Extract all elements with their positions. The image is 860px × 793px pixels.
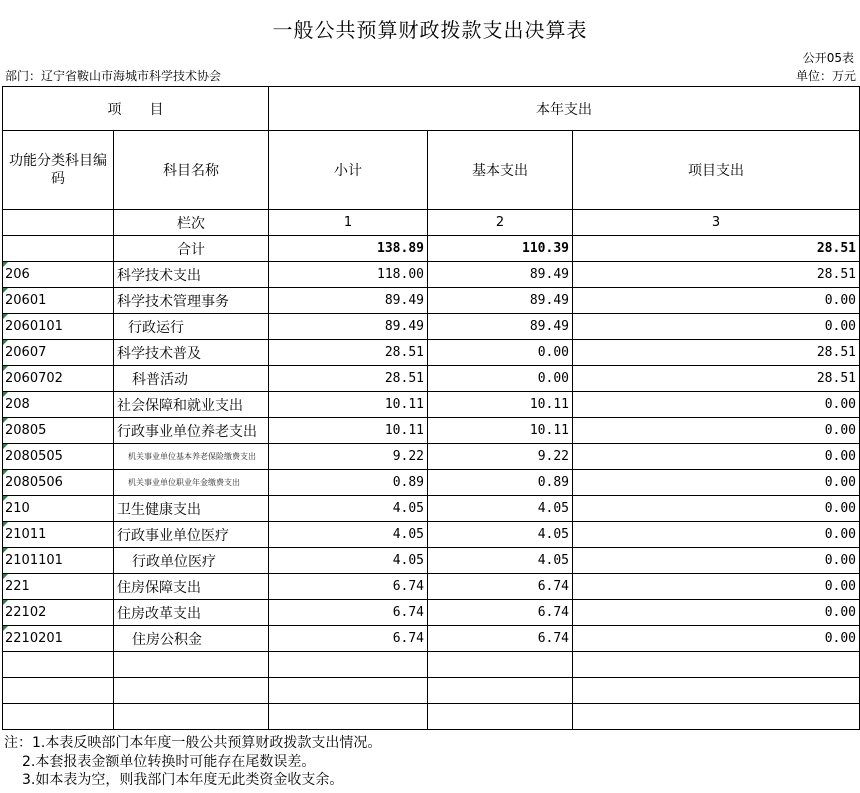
row-project: 0.00: [573, 574, 860, 600]
table-row: [3, 366, 860, 392]
row-basic: 10.11: [428, 418, 573, 444]
row-subtotal: 4.05: [269, 496, 428, 522]
total-project: 28.51: [573, 236, 860, 262]
row-code: 208: [3, 392, 114, 418]
row-basic: 9.22: [428, 444, 573, 470]
column-no-label: 栏次: [114, 210, 269, 236]
table-row: [3, 548, 860, 574]
note-3: 3.如本表为空，则我部门本年度无此类资金收支余。: [22, 772, 344, 788]
row-name: 行政运行: [114, 314, 269, 340]
empty-row: [3, 652, 860, 678]
department-label: 部门：辽宁省鞍山市海城市科学技术协会: [5, 69, 222, 83]
row-name: 科学技术支出: [114, 262, 269, 288]
row-subtotal: 89.49: [269, 314, 428, 340]
row-code: 20607: [3, 340, 114, 366]
row-basic: 4.05: [428, 496, 573, 522]
table-row: [3, 470, 860, 496]
row-name: 机关事业单位基本养老保险缴费支出: [114, 444, 269, 470]
row-basic: 4.05: [428, 522, 573, 548]
row-code: 2101101: [3, 548, 114, 574]
row-name: 科学技术普及: [114, 340, 269, 366]
table-row: [3, 444, 860, 470]
row-project: 0.00: [573, 600, 860, 626]
row-subtotal: 89.49: [269, 288, 428, 314]
row-project: 0.00: [573, 470, 860, 496]
row-project: 0.00: [573, 496, 860, 522]
table-row: [3, 288, 860, 314]
row-name: 住房保障支出: [114, 574, 269, 600]
row-subtotal: 118.00: [269, 262, 428, 288]
row-name: 行政单位医疗: [114, 548, 269, 574]
row-subtotal: 10.11: [269, 418, 428, 444]
row-name: 住房公积金: [114, 626, 269, 652]
column-no-3: 3: [573, 210, 860, 236]
header-name: 科目名称: [114, 131, 269, 210]
row-basic: 10.11: [428, 392, 573, 418]
row-project: 0.00: [573, 548, 860, 574]
row-basic: 6.74: [428, 574, 573, 600]
table-row: [3, 522, 860, 548]
table-row: [3, 574, 860, 600]
row-code: 2060101: [3, 314, 114, 340]
total-basic: 110.39: [428, 236, 573, 262]
row-subtotal: 4.05: [269, 522, 428, 548]
row-basic: 6.74: [428, 626, 573, 652]
row-subtotal: 4.05: [269, 548, 428, 574]
table-row: [3, 340, 860, 366]
total-subtotal: 138.89: [269, 236, 428, 262]
row-subtotal: 9.22: [269, 444, 428, 470]
row-subtotal: 6.74: [269, 626, 428, 652]
row-code: 22102: [3, 600, 114, 626]
row-code: 2080505: [3, 444, 114, 470]
row-name: 行政事业单位养老支出: [114, 418, 269, 444]
row-code: 206: [3, 262, 114, 288]
row-subtotal: 6.74: [269, 574, 428, 600]
row-project: 0.00: [573, 392, 860, 418]
row-subtotal: 6.74: [269, 600, 428, 626]
table-row: [3, 600, 860, 626]
row-basic: 0.89: [428, 470, 573, 496]
total-label: 合计: [114, 236, 269, 262]
row-subtotal: 10.11: [269, 392, 428, 418]
header-project: 项目支出: [573, 131, 860, 210]
row-basic: 6.74: [428, 600, 573, 626]
header-basic: 基本支出: [428, 131, 573, 210]
row-name: 机关事业单位职业年金缴费支出: [114, 470, 269, 496]
row-code: 210: [3, 496, 114, 522]
row-name: 卫生健康支出: [114, 496, 269, 522]
row-code: 2080506: [3, 470, 114, 496]
row-basic: 0.00: [428, 340, 573, 366]
expenditure-table: [2, 86, 860, 730]
row-name: 科普活动: [114, 366, 269, 392]
row-name: 行政事业单位医疗: [114, 522, 269, 548]
row-project: 28.51: [573, 340, 860, 366]
page-title: 一般公共预算财政拨款支出决算表: [272, 18, 588, 42]
column-no-code: [3, 210, 114, 236]
row-basic: 0.00: [428, 366, 573, 392]
row-subtotal: 0.89: [269, 470, 428, 496]
row-basic: 4.05: [428, 548, 573, 574]
row-code: 2210201: [3, 626, 114, 652]
header-subtotal: 小计: [269, 131, 428, 210]
header-current-year: 本年支出: [269, 87, 860, 131]
row-project: 0.00: [573, 418, 860, 444]
row-code: 20805: [3, 418, 114, 444]
form-number: 公开05表: [802, 51, 854, 65]
empty-row: [3, 678, 860, 704]
row-project: 0.00: [573, 522, 860, 548]
row-name: 科学技术管理事务: [114, 288, 269, 314]
table-row: [3, 262, 860, 288]
header-code: 功能分类科目编码: [3, 131, 114, 210]
row-project: 28.51: [573, 366, 860, 392]
note-2: 2.本套报表金额单位转换时可能存在尾数误差。: [22, 753, 316, 770]
row-name: 住房改革支出: [114, 600, 269, 626]
row-code: 21011: [3, 522, 114, 548]
unit-label: 单位：万元: [795, 69, 856, 83]
row-project: 0.00: [573, 626, 860, 652]
notes: [4, 734, 381, 790]
total-code: [3, 236, 114, 262]
row-basic: 89.49: [428, 288, 573, 314]
row-subtotal: 28.51: [269, 366, 428, 392]
row-project: 0.00: [573, 288, 860, 314]
empty-row: [3, 704, 860, 730]
row-project: 0.00: [573, 444, 860, 470]
table-row: [3, 314, 860, 340]
row-project: 28.51: [573, 262, 860, 288]
row-code: 2060702: [3, 366, 114, 392]
table-row: [3, 418, 860, 444]
column-no-1: 1: [269, 210, 428, 236]
row-name: 社会保障和就业支出: [114, 392, 269, 418]
note-1: 注：1.本表反映部门本年度一般公共预算财政拨款支出情况。: [4, 735, 382, 751]
row-basic: 89.49: [428, 314, 573, 340]
row-project: 0.00: [573, 314, 860, 340]
table-row: [3, 626, 860, 652]
row-subtotal: 28.51: [269, 340, 428, 366]
table-row: [3, 496, 860, 522]
header-item: 项 目: [3, 87, 269, 131]
row-basic: 89.49: [428, 262, 573, 288]
table-row: [3, 392, 860, 418]
row-code: 221: [3, 574, 114, 600]
column-no-2: 2: [428, 210, 573, 236]
row-code: 20601: [3, 288, 114, 314]
